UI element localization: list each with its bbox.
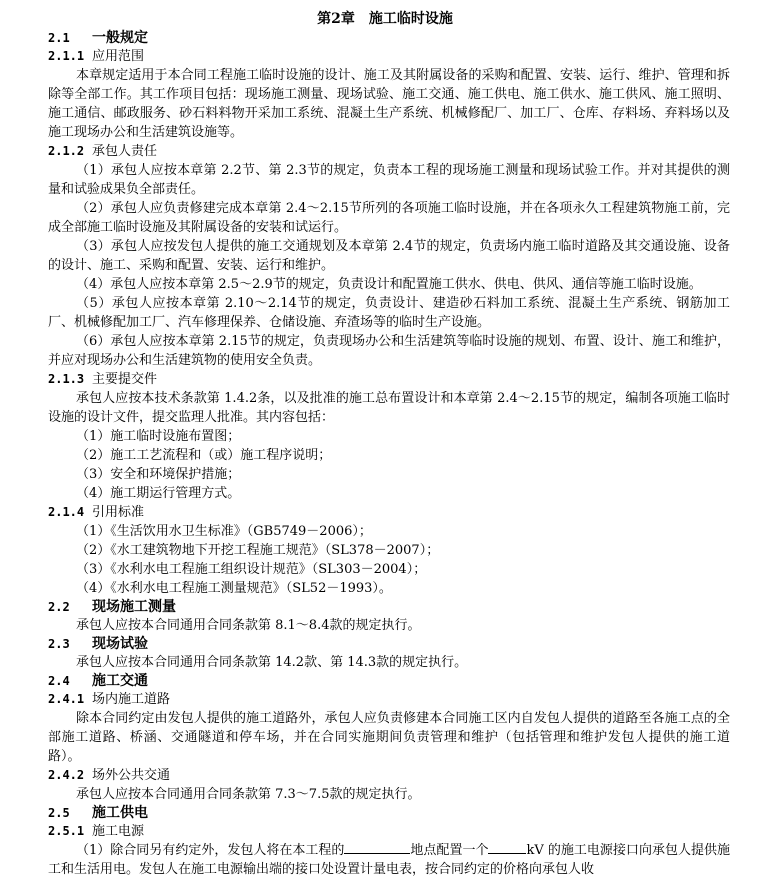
subsection-heading: 2.1.1 应用范围 [48,49,145,64]
paragraph-power: （1）除合同另有约定外，发包人将在本工程的 地点配置一个 kV 的施工电源接口向承包人提供施工和生活用电。发包人在施工电源输出端的接口处设置计量电表，按合同约定的价格向承包人收 [48,843,730,877]
document-page [0,9,770,878]
resp-item: （1）承包人应按本章第 2.2节、第 2.3节的规定，负责本工程的现场施工测量和现场试验工作。并对其提供的测量和试验成果负全部责任。 [48,163,730,197]
subsection-heading: 2.1.2 承包人责任 [48,144,158,159]
chapter-title: 第2章 施工临时设施 [317,11,453,27]
paragraph: 承包人应按本合同通用合同条款第 14.2款、第 14.3款的规定执行。 [76,655,468,670]
document-body [0,29,770,879]
paragraph-submit: 承包人应按本技术条款第 1.4.2条，以及批准的施工总布置设计和本章第 2.4～2.15节的规定，编制各项施工临时设施的设计文件，提交监理人批准。其内容包括： [48,391,730,425]
list-item: （1）施工临时设施布置图； [76,429,241,444]
subsection-heading: 2.5.1 施工电源 [48,824,145,839]
resp-item: （6）承包人应按本章第 2.15节的规定，负责现场办公和生活建筑等临时设施的规划、布置、设计、施工和维护，并应对现场办公和生活建筑物的使用安全负责。 [48,334,730,368]
section-heading: 2.3 现场试验 [48,636,148,652]
section-heading: 2.5 施工供电 [48,805,148,821]
standard-item: （1）《生活饮用水卫生标准》（GB5749－2006）； [76,524,372,539]
fill-blank [344,841,410,854]
list-item: （3）安全和环境保护措施； [76,467,241,482]
list-item: （4）施工期运行管理方式。 [76,486,241,501]
resp-item: （2）承包人应负责修建完成本章第 2.4～2.15节所列的各项施工临时设施，并在各项永久工程建筑物施工前，完成全部施工临时设施及其附属设备的安装和试运行。 [48,201,730,235]
section-heading: 2.4 施工交通 [48,673,148,689]
paragraph-range: 本章规定适用于本合同工程施工临时设施的设计、施工及其附属设备的采购和配置、安装、运行、维护、管理和拆除等全部工作。其工作项目包括：现场施工测量、现场试验、施工交通、施工供电、施工供水、施工供风、施工照明、施工通信、邮政服务、砂石料料物开采加工系统、混凝土生产系统、机械修配厂、加工厂、仓库、存料场、弃料场以及施工现场办公和生活建筑设施等。 [48,68,730,140]
paragraph: 除本合同约定由发包人提供的施工道路外，承包人应负责修建本合同施工区内自发包人提供的道路至各施工点的全部施工道路、桥涵、交通隧道和停车场，并在合同实施期间负责管理和维护（包括管理和维护发包人提供的施工道路）。 [48,711,730,764]
resp-item: （3）承包人应按发包人提供的施工交通规划及本章第 2.4节的规定，负责场内施工临时道路及其交通设施、设备的设计、施工、采购和配置、安装、运行和维护。 [48,239,730,273]
subsection-heading: 2.1.4 引用标准 [48,505,145,520]
standard-item: （2）《水工建筑物地下开挖工程施工规范》（SL378－2007）； [76,543,440,558]
subsection-heading: 2.1.3 主要提交件 [48,372,158,387]
subsection-heading: 2.4.1 场内施工道路 [48,692,171,707]
standard-item: （3）《水利水电工程施工组织设计规范》（SL303－2004）； [76,562,427,577]
section-heading: 2.2 现场施工测量 [48,599,176,615]
paragraph: 承包人应按本合同通用合同条款第 7.3～7.5款的规定执行。 [76,787,421,802]
resp-item: （4）承包人应按本章第 2.5～2.9节的规定，负责设计和配置施工供水、供电、供风、通信等施工临时设施。 [76,277,702,292]
standard-item: （4）《水利水电工程施工测量规范》（SL52－1993）。 [76,581,392,596]
resp-item: （5）承包人应按本章第 2.10～2.14节的规定，负责设计、建造砂石料加工系统、混凝土生产系统、钢筋加工厂、机械修配加工厂、汽车修理保养、仓储设施、弃渣场等的临时生产设施。 [48,296,730,330]
list-item: （2）施工工艺流程和（或）施工程序说明； [76,448,332,463]
subsection-heading: 2.4.2 场外公共交通 [48,768,171,783]
section-heading: 2.1 一般规定 [48,30,148,46]
paragraph: 承包人应按本合同通用合同条款第 8.1～8.4款的规定执行。 [76,618,421,633]
fill-blank [488,841,526,854]
